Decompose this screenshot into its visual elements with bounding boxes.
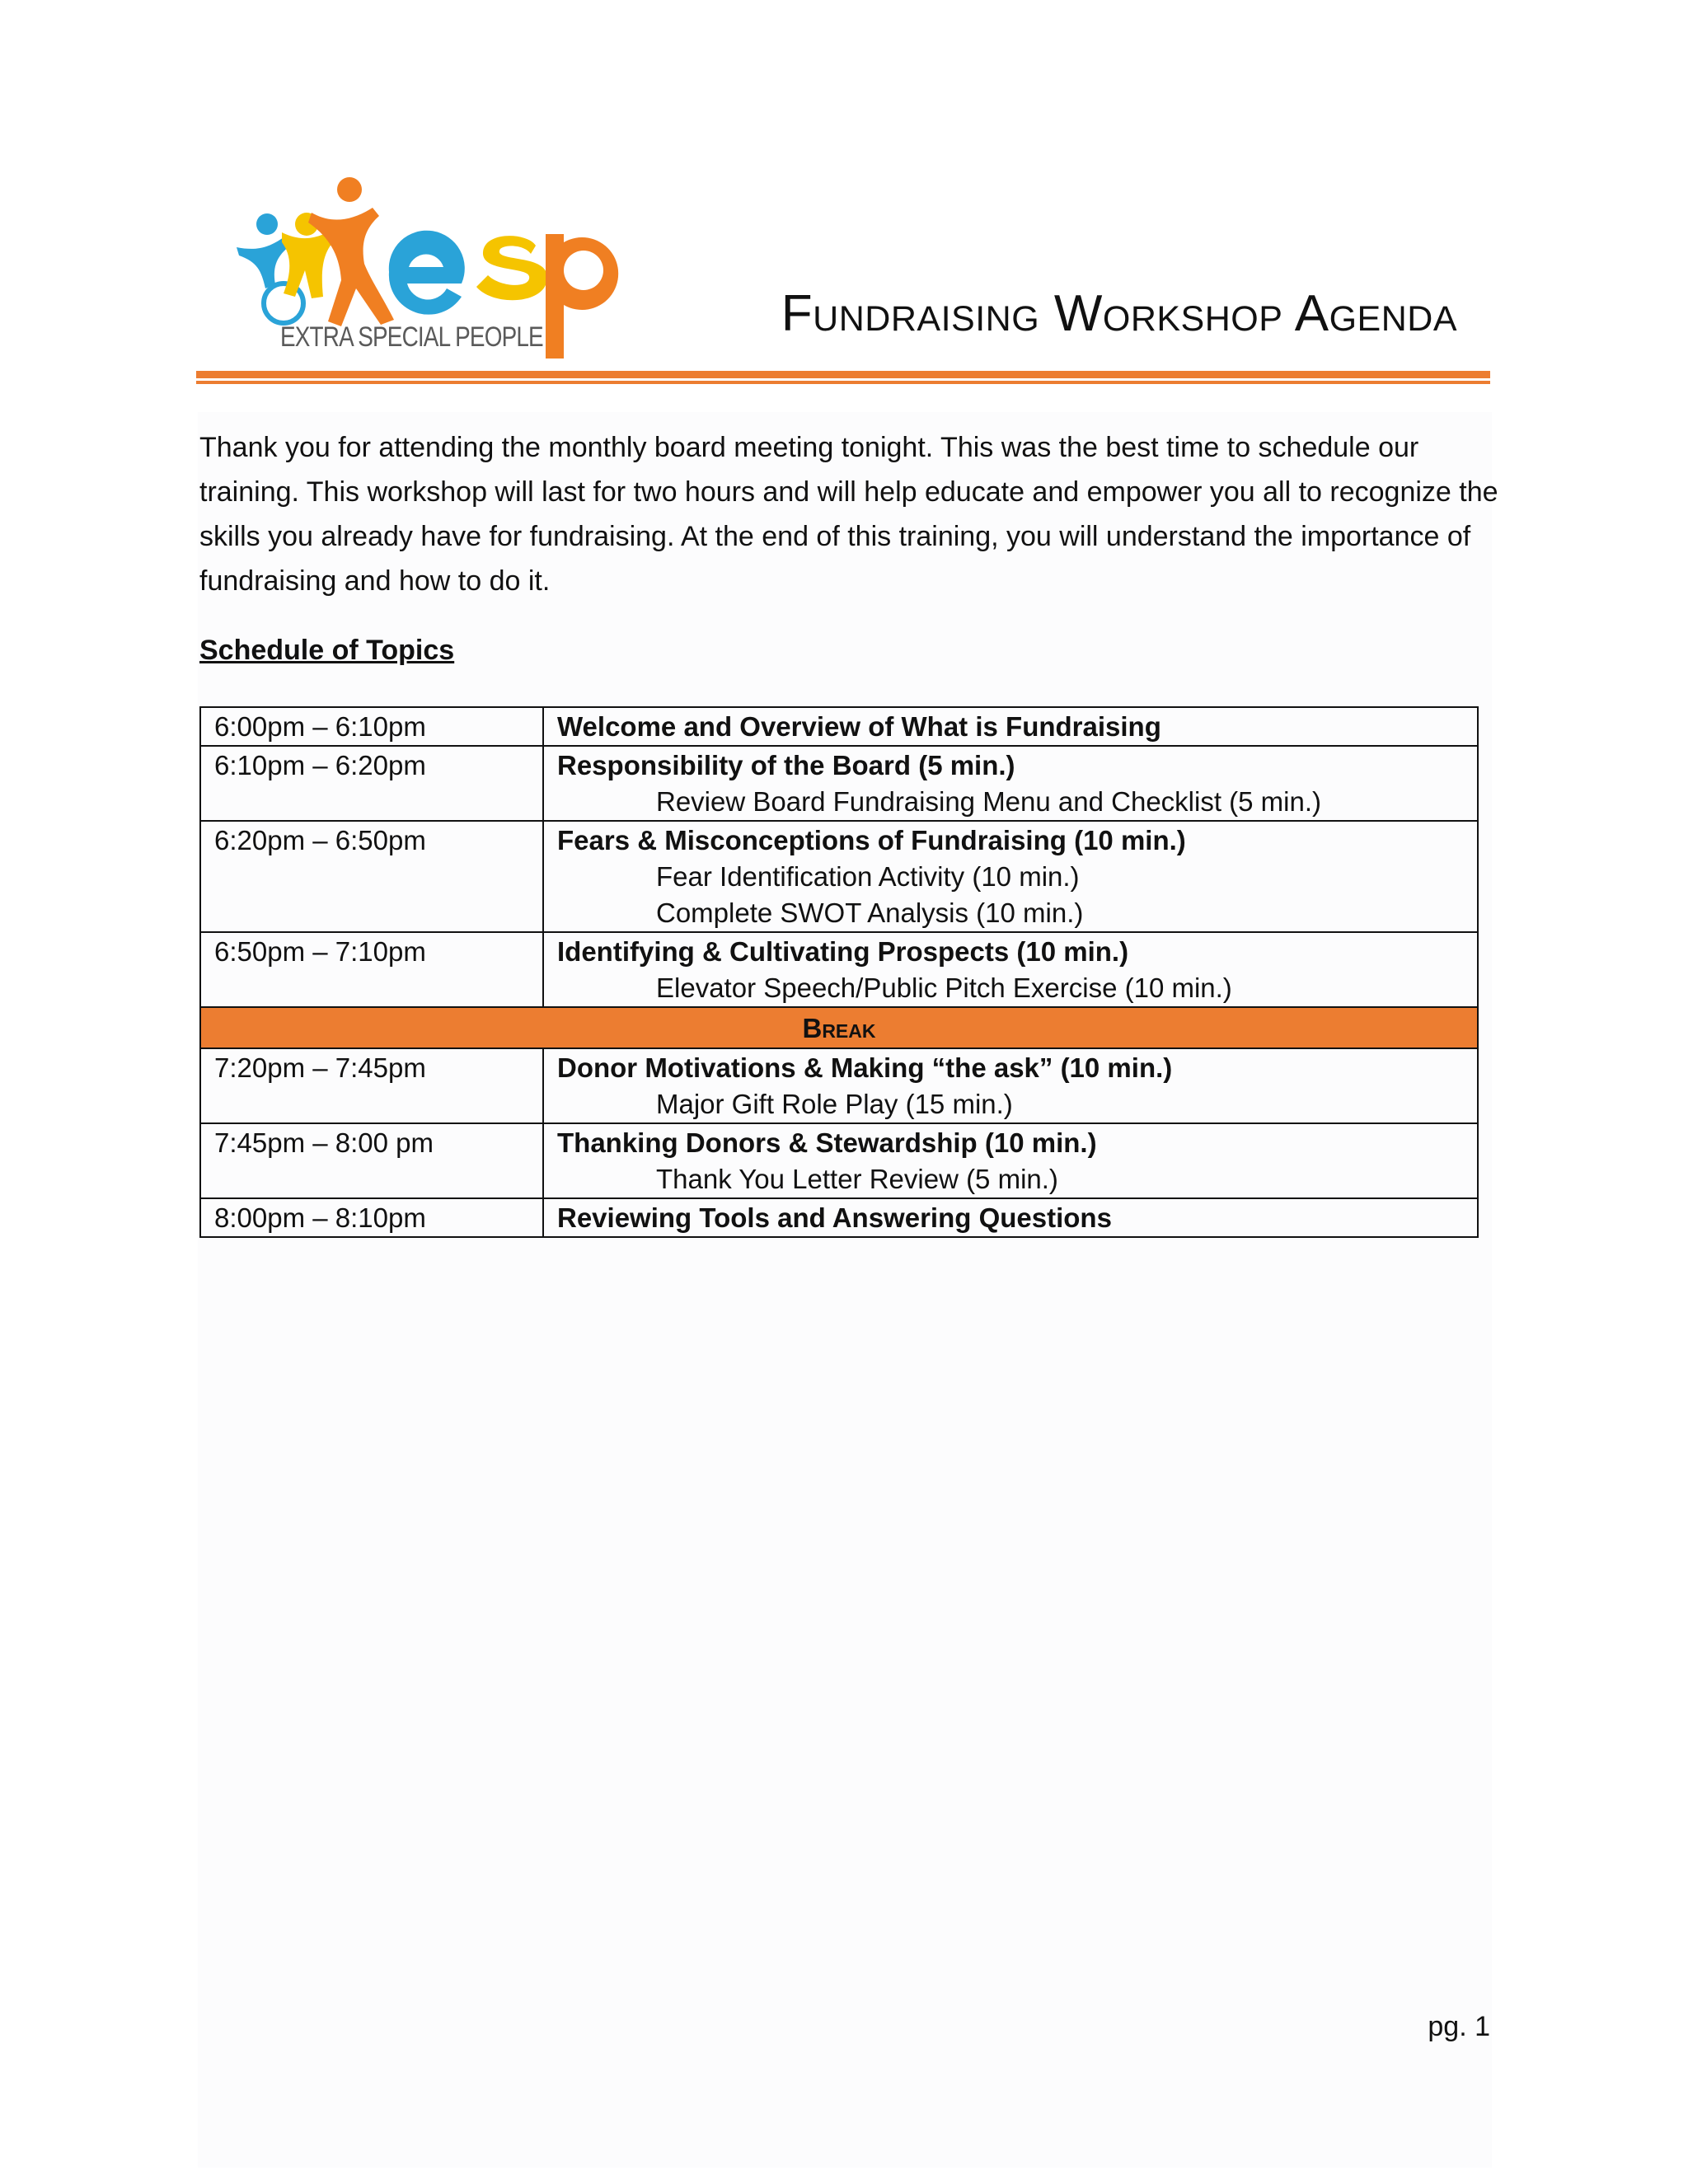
topic-cell	[543, 932, 1478, 1007]
topic-title: Identifying & Cultivating Prospects (10 min.)	[557, 936, 1129, 967]
table-row	[200, 1198, 1478, 1237]
break-label: Break	[200, 1007, 1478, 1048]
subtopic: Major Gift Role Play (15 min.)	[656, 1089, 1013, 1119]
break-row	[200, 1007, 1478, 1048]
table-row	[200, 746, 1478, 821]
topic-cell	[543, 707, 1478, 746]
page-title: Fundraising Workshop Agenda	[781, 285, 1457, 342]
topic-cell	[543, 1123, 1478, 1198]
topic-title: Donor Motivations & Making “the ask” (10 min.)	[557, 1052, 1173, 1083]
time-cell: 7:45pm – 8:00 pm	[200, 1123, 543, 1198]
topic-cell	[543, 1048, 1478, 1123]
table-row	[200, 932, 1478, 1007]
subtopic: Complete SWOT Analysis (10 min.)	[656, 898, 1084, 928]
table-row	[200, 1048, 1478, 1123]
subtopic: Thank You Letter Review (5 min.)	[656, 1164, 1058, 1194]
time-cell: 8:00pm – 8:10pm	[200, 1198, 543, 1237]
time-cell: 6:50pm – 7:10pm	[200, 932, 543, 1007]
table-row	[200, 821, 1478, 932]
intro-paragraph: Thank you for attending the monthly board meeting tonight. This was the best time to schedule our training. This workshop will last for two hours and will help educate and empower you all to recognize the skills you already have for fundraising. At the end of this training, you will understand the importance of fundraising and how to do it.	[199, 432, 1498, 597]
topic-cell	[543, 821, 1478, 932]
topic-title: Welcome and Overview of What is Fundraising	[557, 711, 1161, 742]
logo-caption: EXTRA SPECIAL PEOPLE	[280, 321, 543, 353]
subtopic: Fear Identification Activity (10 min.)	[656, 861, 1080, 892]
topic-cell	[543, 746, 1478, 821]
time-cell: 6:20pm – 6:50pm	[200, 821, 543, 932]
topic-title: Fears & Misconceptions of Fundraising (10 min.)	[557, 825, 1186, 855]
topic-title: Responsibility of the Board (5 min.)	[557, 750, 1015, 780]
schedule-heading: Schedule of Topics	[199, 635, 455, 666]
topic-title: Thanking Donors & Stewardship (10 min.)	[557, 1127, 1097, 1158]
page-background	[198, 412, 1492, 2168]
subtopic: Review Board Fundraising Menu and Checklist (5 min.)	[656, 786, 1322, 817]
page-number: pg. 1	[1428, 2011, 1490, 2042]
header-divider	[196, 371, 1490, 378]
time-cell: 7:20pm – 7:45pm	[200, 1048, 543, 1123]
table-row	[200, 1123, 1478, 1198]
agenda-table	[199, 706, 1479, 1238]
time-cell: 6:00pm – 6:10pm	[200, 707, 543, 746]
time-cell: 6:10pm – 6:20pm	[200, 746, 543, 821]
topic-cell	[543, 1198, 1478, 1237]
header-divider-thin	[196, 381, 1490, 384]
table-row	[200, 707, 1478, 746]
subtopic: Elevator Speech/Public Pitch Exercise (10 min.)	[656, 972, 1232, 1003]
topic-title: Reviewing Tools and Answering Questions	[557, 1202, 1112, 1233]
